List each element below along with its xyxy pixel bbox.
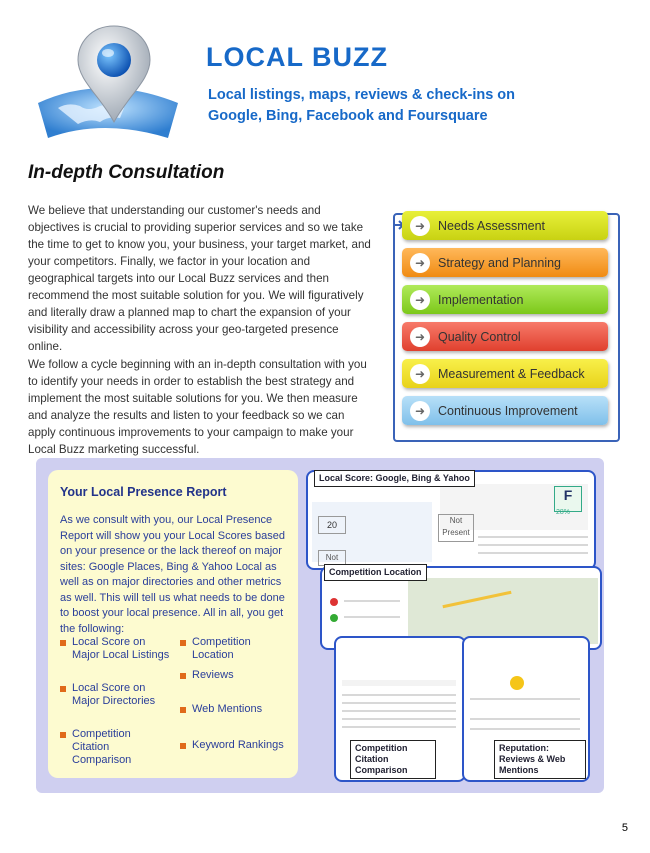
arrow-icon: ➜ <box>410 290 430 310</box>
cycle-step-quality-control <box>402 322 608 351</box>
cycle-step-implementation <box>402 285 608 314</box>
cycle-step-continuous-improvement <box>402 396 608 425</box>
local-score-caption: Local Score: Google, Bing & Yahoo <box>314 470 475 487</box>
bullet-icon <box>180 707 186 713</box>
bullet-icon <box>60 686 66 692</box>
grade-percent: 28% <box>556 509 571 516</box>
report-item: Local Score on Major Local Listings <box>60 636 170 662</box>
report-item: Web Mentions <box>180 703 290 716</box>
report-item: Competition Location <box>180 636 290 662</box>
grade-badge: F <box>554 486 582 512</box>
map-pin-globe-icon <box>28 18 183 148</box>
not-present-box: Not Present <box>438 514 474 542</box>
paragraph-1: We believe that understanding our customer's needs and objectives is crucial to providing superior services and so we take the time to get to know you, your business, your target market, and your competitors. Finally, we factor in your location and geographical targets into our Local Buzz services and then recommend the most suitable solution for you. We will figuratively and literally draw a planned map to chart the expansion of your visibility and accessibility across your geo-targeted presence online. <box>28 204 371 353</box>
section-heading: In-depth Consultation <box>28 162 225 183</box>
report-title: Your Local Presence Report <box>60 485 227 499</box>
citation-caption: Competition Citation Comparison <box>350 740 436 779</box>
report-body: As we consult with you, our Local Presence Report will show you your Local Scores based on your presence or the lack thereof on major sites: Google Places, Bing & Yahoo Local as well as on major directories and other metrics as well. This will tell us what needs to be done to boost your local presence. All in all, you get the following: <box>60 514 286 635</box>
report-item: Competition Citation Comparison <box>60 728 170 767</box>
cycle-step-strategy <box>402 248 608 277</box>
not-label: Not <box>318 550 346 566</box>
report-item: Reviews <box>180 669 290 682</box>
arrow-icon: ➜ <box>410 327 430 347</box>
arrow-icon: ➜ <box>410 401 430 421</box>
cycle-step-label: Measurement & Feedback <box>438 366 585 381</box>
arrow-icon: ➜ <box>410 253 430 273</box>
arrow-icon: ➜ <box>410 364 430 384</box>
report-item: Keyword Rankings <box>180 739 290 752</box>
bullet-icon <box>60 732 66 738</box>
paragraph-2: We follow a cycle beginning with an in-depth consultation with you to identify your needs in order to establish the best strategy and implement the most suitable solutions for you. We then measure and analyze the results and listen to your feedback so we can apply continuous improvements to your campaign to make your Local Buzz marketing successful. <box>28 358 367 456</box>
map-thumbnail <box>408 578 598 644</box>
brand-title: LOCAL BUZZ <box>206 42 388 72</box>
page-number: 5 <box>621 822 628 834</box>
bullet-icon <box>60 640 66 646</box>
cycle-step-label: Continuous Improvement <box>438 403 578 418</box>
cycle-step-label: Implementation <box>438 292 524 307</box>
cycle-step-needs-assessment <box>402 211 608 240</box>
reputation-caption: Reputation: Reviews & Web Mentions <box>494 740 586 779</box>
cycle-step-label: Quality Control <box>438 329 521 344</box>
cycle-step-measurement <box>402 359 608 388</box>
tagline-line-1: Local listings, maps, reviews & check-ins on <box>208 87 516 103</box>
arrow-icon: ➜ <box>410 216 430 236</box>
report-item: Local Score on Major Directories <box>60 682 170 708</box>
bullet-icon <box>180 640 186 646</box>
tagline-line-2: Google, Bing, Facebook and Foursquare <box>208 108 488 124</box>
score-value: 20 <box>318 516 346 534</box>
bullet-icon <box>180 743 186 749</box>
cycle-step-label: Needs Assessment <box>438 218 545 233</box>
cycle-step-label: Strategy and Planning <box>438 255 562 270</box>
competition-location-caption: Competition Location <box>324 564 427 581</box>
bullet-icon <box>180 673 186 679</box>
